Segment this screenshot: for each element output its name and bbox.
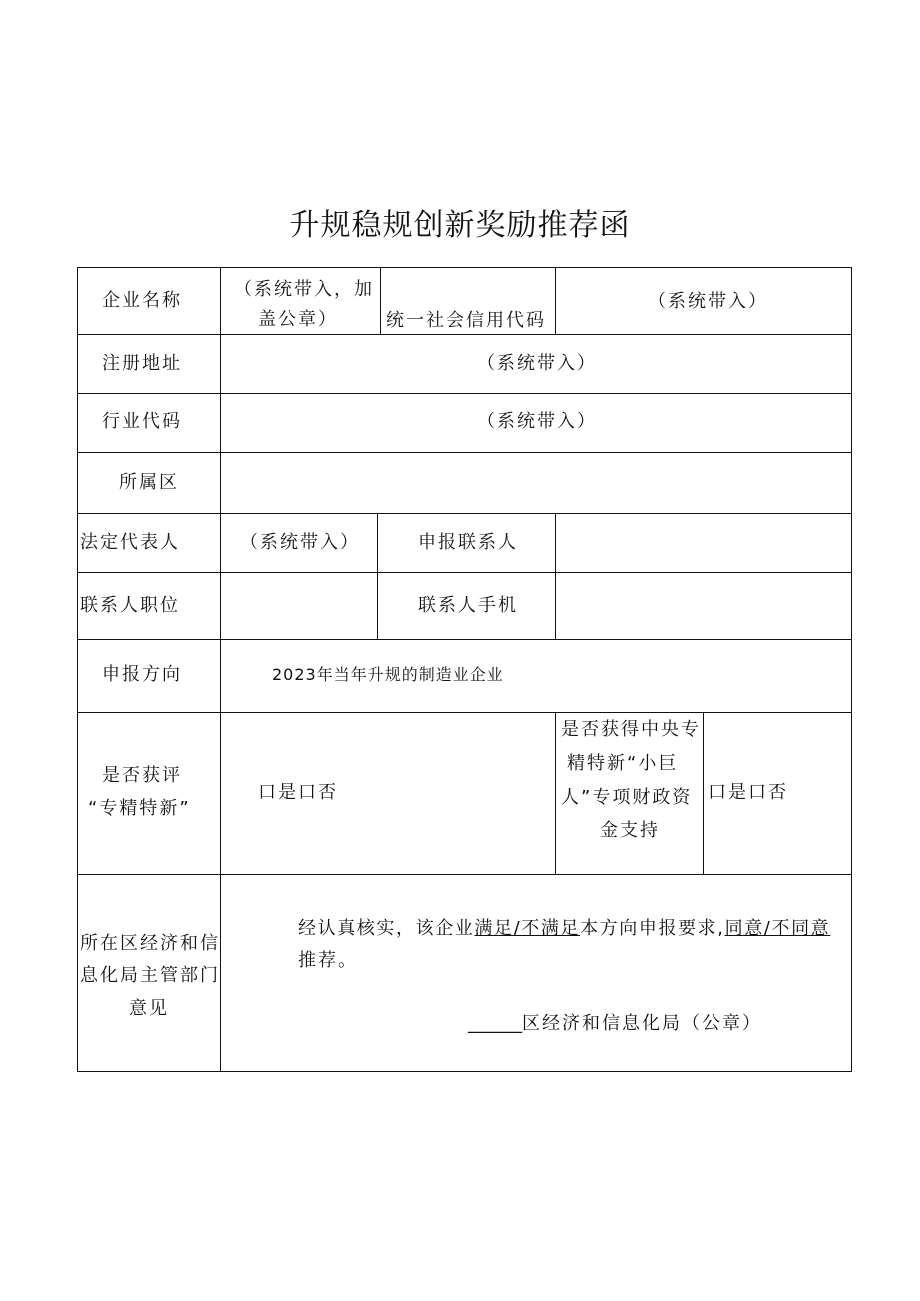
company-name-value-line1: （系统带入，加 <box>234 279 374 300</box>
opinion-label-line1: 所在区经济和信 <box>80 933 220 954</box>
contact-phone-label: 联系人手机 <box>418 595 518 616</box>
legal-rep-label: 法定代表人 <box>80 532 180 553</box>
address-label: 注册地址 <box>102 353 182 374</box>
central-fund-question-line4: 金支持 <box>600 820 660 841</box>
signature-blank[interactable]: ______ <box>468 1013 522 1034</box>
industry-code-label: 行业代码 <box>102 411 182 432</box>
signature-line <box>468 1006 762 1042</box>
opinion-label-line2: 息化局主管部门 <box>80 965 220 986</box>
legal-rep-value: （系统带入） <box>240 532 360 553</box>
specialized-choice[interactable]: 口是口否 <box>258 782 338 803</box>
direction-value: 2023年当年升规的制造业企业 <box>272 665 504 684</box>
address-value: （系统带入） <box>477 353 597 374</box>
credit-code-label: 统一社会信用代码 <box>386 310 546 331</box>
opinion-part1: 经认真核实，该企业 <box>298 918 475 939</box>
opinion-text-line2: 推荐。 <box>298 950 358 971</box>
credit-code-value: （系统带入） <box>648 291 768 312</box>
opinion-text-line1 <box>298 911 830 947</box>
contact-label: 申报联系人 <box>418 532 518 553</box>
specialized-label-line2: “专精特新” <box>88 798 191 819</box>
cell-contact-position-value[interactable] <box>220 572 378 640</box>
central-fund-choice[interactable]: 口是口否 <box>708 782 788 803</box>
direction-label: 申报方向 <box>102 664 182 685</box>
contact-position-label: 联系人职位 <box>80 595 180 616</box>
opinion-agree-choice[interactable]: 同意/不同意 <box>724 918 831 939</box>
signature-text: 区经济和信息化局（公章） <box>522 1013 762 1034</box>
central-fund-question-line2: 精特新“小巨 <box>567 753 679 774</box>
central-fund-question-line3: 人”专项财政资 <box>561 787 693 808</box>
opinion-part3: 本方向申报要求, <box>580 918 725 939</box>
cell-contact-value[interactable] <box>555 513 852 573</box>
company-name-value-line2: 盖公章） <box>258 309 338 330</box>
industry-code-value: （系统带入） <box>477 411 597 432</box>
specialized-label-line1: 是否获评 <box>102 765 182 786</box>
page-title: 升规稳规创新奖励推荐函 <box>289 208 631 243</box>
opinion-label-line3: 意见 <box>129 998 169 1019</box>
district-label: 所属区 <box>119 472 179 493</box>
cell-contact-phone-value[interactable] <box>555 572 852 640</box>
central-fund-question-line1: 是否获得中央专 <box>561 719 701 740</box>
cell-district-value[interactable] <box>220 452 852 514</box>
company-name-label: 企业名称 <box>102 290 182 311</box>
opinion-satisfy-choice[interactable]: 满足/不满足 <box>474 918 581 939</box>
